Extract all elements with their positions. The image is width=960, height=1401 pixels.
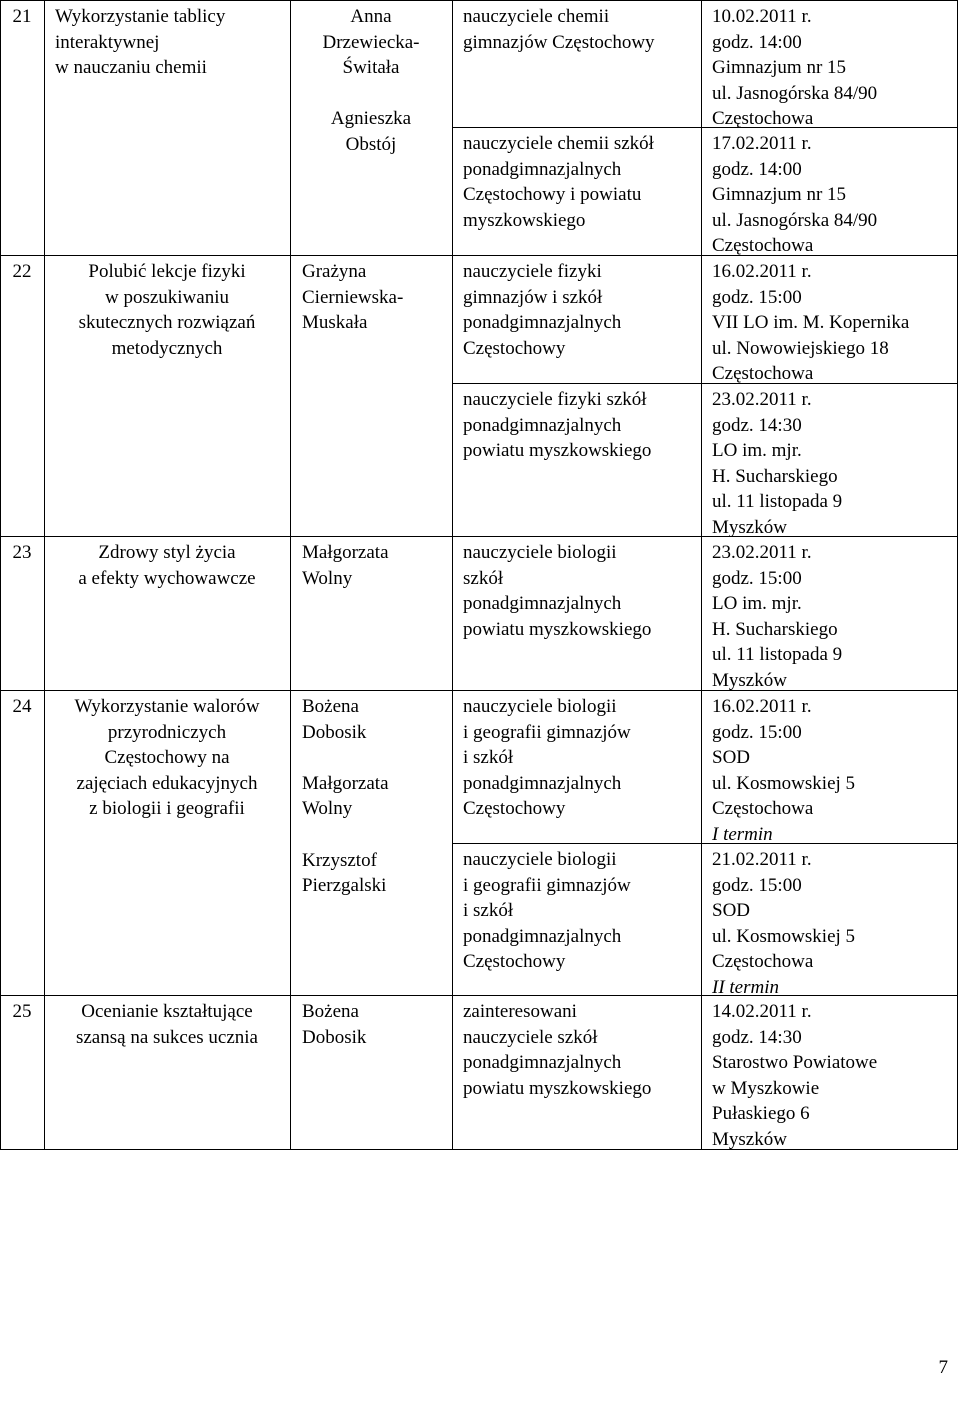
venue-line: VII LO im. M. Kopernika: [712, 312, 910, 334]
term-label: II termin: [712, 976, 780, 998]
target-cell: [463, 259, 621, 361]
target-line: nauczyciele chemii: [463, 6, 610, 27]
venue-line: Pułaskiego 6: [712, 1103, 810, 1125]
venue-line: H. Sucharskiego: [712, 465, 838, 487]
topic-line: metodycznych: [111, 337, 223, 359]
target-line: Częstochowy i powiatu: [463, 184, 642, 206]
row-number: 22: [12, 261, 32, 282]
venue-line: Myszków: [712, 1128, 787, 1150]
person-line: Bożena: [302, 696, 359, 717]
target-line: nauczyciele biologii: [463, 542, 617, 563]
person-line: Dobosik: [302, 721, 367, 743]
venue-line: 23.02.2011 r.: [712, 389, 812, 410]
topic-line: w nauczaniu chemii: [55, 57, 207, 79]
person-line: Świtała: [342, 57, 400, 79]
topic-line: Ocenianie kształtujące: [81, 1001, 253, 1022]
venue-line: Częstochowa: [712, 235, 814, 257]
person-line: Bożena: [302, 1001, 359, 1022]
person-line: Małgorzata: [302, 772, 389, 794]
target-cell: [463, 694, 631, 822]
column-divider-target: [701, 0, 702, 1150]
subrow-divider-24: [452, 843, 958, 844]
venue-line: godz. 15:00: [712, 286, 802, 308]
topic-cell: [48, 259, 286, 361]
person-line: Krzysztof: [302, 849, 377, 871]
venue-line: ul. 11 listopada 9: [712, 644, 843, 666]
venue-line: godz. 15:00: [712, 567, 802, 589]
venue-cell: [712, 259, 909, 387]
target-line: Częstochowy: [463, 951, 566, 973]
row-number: 24: [12, 696, 32, 717]
person-cell: [302, 259, 403, 336]
target-line: nauczyciele fizyki szkół: [463, 389, 647, 410]
venue-line: Gimnazjum nr 15: [712, 57, 847, 79]
target-line: Częstochowy: [463, 798, 566, 820]
row-number: 23: [12, 542, 32, 563]
venue-line: godz. 14:30: [712, 1026, 802, 1048]
topic-line: w poszukiwaniu: [104, 286, 229, 308]
venue-line: ul. Kosmowskiej 5: [712, 925, 856, 947]
target-line: powiatu myszkowskiego: [463, 440, 652, 462]
topic-line: Częstochowy na: [104, 747, 230, 769]
venue-line: ul. 11 listopada 9: [712, 491, 843, 513]
target-cell: [463, 131, 654, 233]
target-line: Częstochowy: [463, 337, 566, 359]
venue-cell: [712, 999, 877, 1153]
venue-line: Starostwo Powiatowe: [712, 1052, 878, 1074]
venue-line: 10.02.2011 r.: [712, 6, 812, 27]
person-line: Agnieszka: [330, 108, 412, 130]
target-line: i geografii gimnazjów: [463, 721, 631, 743]
topic-line: Zdrowy styl życia: [98, 542, 236, 563]
venue-line: ul. Nowowiejskiego 18: [712, 337, 889, 359]
topic-line: a efekty wychowawcze: [78, 567, 256, 589]
target-line: ponadgimnazjalnych: [463, 414, 622, 436]
topic-line: skutecznych rozwiązań: [78, 312, 256, 334]
venue-line: Częstochowa: [712, 798, 814, 820]
venue-line: 16.02.2011 r.: [712, 261, 812, 282]
target-line: ponadgimnazjalnych: [463, 158, 622, 180]
person-line: Wolny: [302, 798, 353, 820]
topic-line: Polubić lekcje fizyki: [88, 261, 246, 282]
target-line: zainteresowani: [463, 1001, 577, 1022]
venue-line: godz. 15:00: [712, 721, 802, 743]
person-line: Dobosik: [302, 1026, 367, 1048]
target-line: powiatu myszkowskiego: [463, 1077, 652, 1099]
person-line: Anna: [350, 6, 392, 27]
venue-line: Częstochowa: [712, 951, 814, 973]
target-cell: [463, 999, 651, 1101]
target-line: gimnazjów Częstochowy: [463, 31, 655, 53]
venue-line: 21.02.2011 r.: [712, 849, 812, 870]
topic-line: przyrodniczych: [107, 721, 227, 743]
target-line: myszkowskiego: [463, 209, 586, 231]
person-line: Cierniewska-: [302, 286, 404, 308]
person-line: Pierzgalski: [302, 875, 387, 897]
column-divider-topic: [290, 0, 291, 1150]
person-line: Obstój: [345, 133, 397, 155]
target-line: i geografii gimnazjów: [463, 874, 631, 896]
target-line: nauczyciele szkół: [463, 1026, 598, 1048]
target-cell: [463, 847, 631, 975]
venue-cell: [712, 694, 855, 848]
person-line: Grażyna: [302, 261, 367, 282]
topic-line: Wykorzystanie tablicy: [55, 6, 226, 27]
venue-line: ul. Jasnogórska 84/90: [712, 82, 878, 104]
venue-line: 16.02.2011 r.: [712, 696, 812, 717]
target-line: szkół: [463, 567, 504, 589]
target-cell: [463, 540, 651, 642]
topic-line: zajęciach edukacyjnych: [76, 772, 258, 794]
person-cell: [302, 694, 389, 899]
topic-cell: [48, 999, 286, 1050]
page-number: 7: [938, 1357, 948, 1378]
target-line: ponadgimnazjalnych: [463, 1052, 622, 1074]
venue-line: Gimnazjum nr 15: [712, 184, 847, 206]
venue-cell: [712, 131, 877, 259]
subrow-divider-21: [452, 127, 958, 128]
person-cell: [290, 4, 452, 158]
row-number: 25: [12, 1001, 32, 1022]
venue-line: ul. Kosmowskiej 5: [712, 772, 856, 794]
venue-line: LO im. mjr.: [712, 593, 802, 615]
venue-line: Myszków: [712, 669, 787, 691]
column-divider-num: [44, 0, 45, 1150]
target-line: nauczyciele biologii: [463, 696, 617, 717]
person-cell: [302, 999, 366, 1050]
venue-line: SOD: [712, 747, 751, 769]
venue-line: 17.02.2011 r.: [712, 133, 812, 154]
target-line: i szkół: [463, 747, 514, 769]
topic-line: szansą na sukces ucznia: [75, 1026, 258, 1048]
target-line: gimnazjów i szkół: [463, 286, 603, 308]
venue-cell: [712, 387, 842, 541]
target-line: nauczyciele fizyki: [463, 261, 602, 282]
topic-cell: [48, 694, 286, 822]
venue-line: godz. 14:00: [712, 158, 802, 180]
target-line: ponadgimnazjalnych: [463, 593, 622, 615]
column-divider-person: [452, 0, 453, 1150]
target-line: ponadgimnazjalnych: [463, 312, 622, 334]
venue-line: H. Sucharskiego: [712, 618, 838, 640]
topic-line: interaktywnej: [55, 31, 160, 53]
target-cell: [463, 387, 651, 464]
venue-cell: [712, 540, 842, 694]
venue-line: Częstochowa: [712, 363, 814, 385]
venue-line: Częstochowa: [712, 108, 814, 130]
topic-cell: [55, 4, 225, 81]
person-line: Drzewiecka-: [322, 31, 420, 53]
venue-line: ul. Jasnogórska 84/90: [712, 209, 878, 231]
venue-line: 14.02.2011 r.: [712, 1001, 812, 1022]
target-line: nauczyciele chemii szkół: [463, 133, 654, 154]
venue-line: godz. 14:00: [712, 31, 802, 53]
venue-line: godz. 15:00: [712, 874, 802, 896]
row-number: 21: [12, 6, 32, 27]
topic-line: Wykorzystanie walorów: [74, 696, 260, 717]
person-cell: [302, 540, 389, 591]
venue-line: Myszków: [712, 516, 787, 538]
target-line: powiatu myszkowskiego: [463, 618, 652, 640]
venue-line: w Myszkowie: [712, 1077, 820, 1099]
person-line: Muskała: [302, 312, 368, 334]
venue-cell: [712, 847, 855, 1001]
venue-line: godz. 14:30: [712, 414, 802, 436]
person-line: Małgorzata: [302, 542, 389, 563]
venue-line: 23.02.2011 r.: [712, 542, 812, 563]
target-line: ponadgimnazjalnych: [463, 772, 622, 794]
venue-line: SOD: [712, 900, 751, 922]
target-line: nauczyciele biologii: [463, 849, 617, 870]
venue-line: LO im. mjr.: [712, 440, 802, 462]
venue-cell: [712, 4, 877, 132]
target-line: ponadgimnazjalnych: [463, 925, 622, 947]
target-line: i szkół: [463, 900, 514, 922]
topic-line: z biologii i geografii: [89, 798, 245, 820]
topic-cell: [48, 540, 286, 591]
target-cell: [463, 4, 655, 55]
term-label: I termin: [712, 823, 773, 845]
person-line: Wolny: [302, 567, 353, 589]
